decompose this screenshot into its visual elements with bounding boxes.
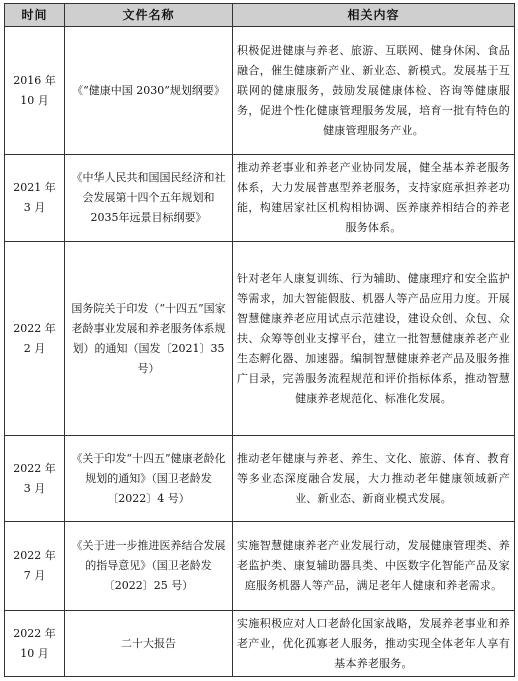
row-document: 国务院关于印发（“十四五”国家老龄事业发展和养老服务体系规划）的通知（国发〔2021〕35 号）	[65, 242, 233, 436]
row-content: 积极促进健康与养老、旅游、互联网、健身休闲、食品融合，催生健康新产业、新业态、新模式。发展基于互联网的健康服务，鼓励发展健康体检、咨询等健康服务，促进个性化健康管理服务发展，培育一批有特色的健康管理服务产业。	[233, 27, 515, 155]
row-time: 2021 年 3 月	[5, 155, 65, 242]
row-content: 针对老年人康复训练、行为辅助、健康理疗和安全监护等需求，加大智能假肢、机器人等产品应用力度。开展智慧健康养老应用试点示范建设，建设众创、众包、众扶、众筹等创业支撑平台，建立一批智慧健康养老产业生态孵化器、加速器。编制智慧健康养老产品及服务推广目录，完善服务流程规范和评价指标体系，推动智慧健康养老规范化、标准化发展。	[233, 242, 515, 436]
table-row	[5, 27, 515, 155]
policy-table	[4, 3, 515, 677]
row-content: 推动养老事业和养老产业协同发展，健全基本养老服务体系，大力发展普惠型养老服务，支持家庭承担养老功能，构建居家社区机构相协调、医养康养相结合的养老服务体系。	[233, 155, 515, 242]
row-time: 2022 年 2 月	[5, 242, 65, 436]
row-document: 《关于印发“十四五”健康老龄化规划的通知》（国卫老龄发〔2022〕4 号）	[65, 436, 233, 522]
table-row	[5, 242, 515, 436]
header-document: 文件名称	[65, 4, 233, 27]
row-time: 2016 年 10 月	[5, 27, 65, 155]
row-document: 《中华人民共和国国民经济和社会发展第十四个五年规划和2035年远景目标纲要》	[65, 155, 233, 242]
table-row	[5, 155, 515, 242]
table-body	[5, 27, 515, 677]
row-content: 实施积极应对人口老龄化国家战略，发展养老事业和养老产业，优化孤寡老人服务，推动实现全体老年人享有基本养老服务。	[233, 611, 515, 677]
row-time: 2022 年 10 月	[5, 611, 65, 677]
table-row	[5, 436, 515, 522]
header-content: 相关内容	[233, 4, 515, 27]
row-time: 2022 年 7 月	[5, 522, 65, 611]
table-row	[5, 611, 515, 677]
table-header	[5, 4, 515, 27]
row-document: 二十大报告	[65, 611, 233, 677]
row-content: 推动老年健康与养老、养生、文化、旅游、体育、教育等多业态深度融合发展，大力推动老年健康领域新产业、新业态、新商业模式发展。	[233, 436, 515, 522]
row-document: 《“健康中国 2030”规划纲要》	[65, 27, 233, 155]
table-row	[5, 522, 515, 611]
row-content: 实施智慧健康养老产业发展行动，发展健康管理类、养老监护类、康复辅助器具类、中医数字化智能产品及家庭服务机器人等产品，满足老年人健康和养老需求。	[233, 522, 515, 611]
header-time: 时间	[5, 4, 65, 27]
row-time: 2022 年 3 月	[5, 436, 65, 522]
row-document: 《关于进一步推进医养结合发展的指导意见》（国卫老龄发〔2022〕25 号）	[65, 522, 233, 611]
header-row	[5, 4, 515, 27]
